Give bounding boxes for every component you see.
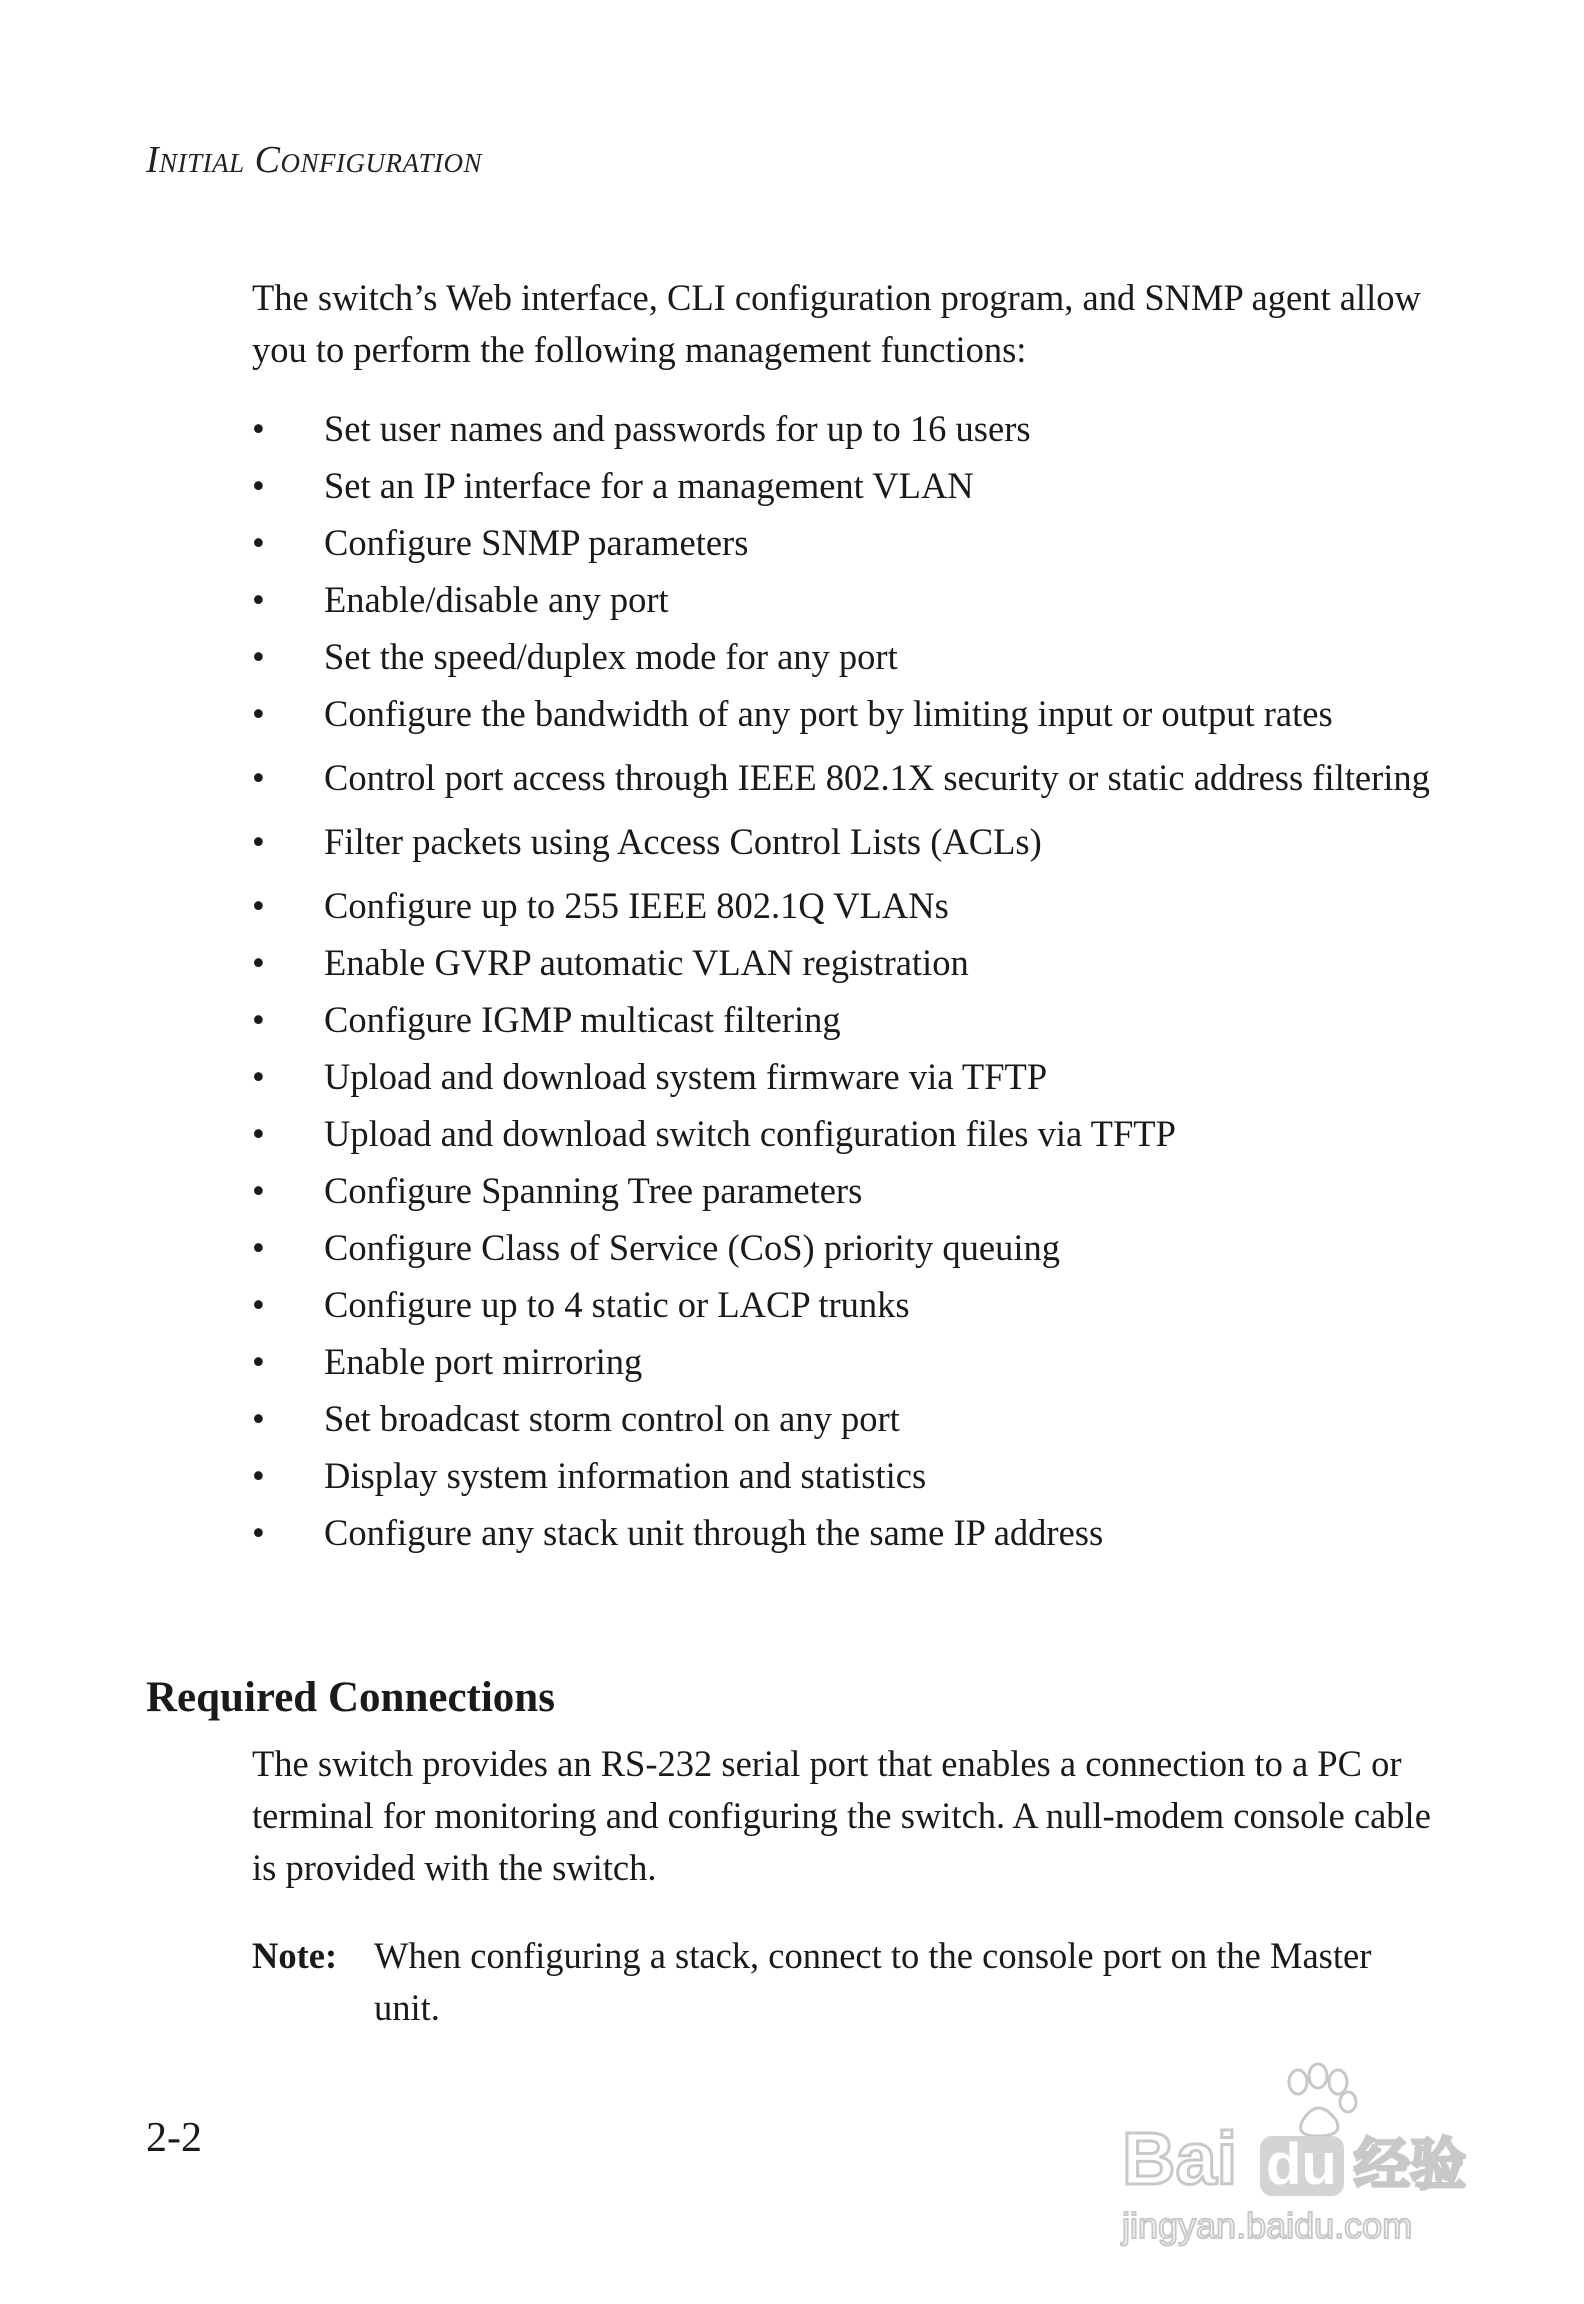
list-item	[252, 885, 1452, 926]
note-text: When configuring a stack, connect to the console port on the Master unit.	[374, 1935, 1372, 2028]
bullet-icon: •	[252, 1170, 265, 1211]
list-item-text: Enable GVRP automatic VLAN registration	[324, 942, 969, 983]
list-item-text: Control port access through IEEE 802.1X security or static address filtering	[324, 757, 1430, 798]
watermark-brand-suffix: du	[1266, 2132, 1337, 2197]
list-item-text: Set the speed/duplex mode for any port	[324, 636, 898, 677]
list-item-text: Configure up to 255 IEEE 802.1Q VLANs	[324, 885, 949, 926]
running-header: Initial Configuration	[146, 139, 483, 181]
bullet-icon: •	[252, 522, 265, 563]
list-item	[252, 579, 1452, 620]
list-item	[252, 408, 1452, 449]
note-label: Note:	[252, 1935, 338, 1976]
watermark-site: jingyan.baidu.com	[1122, 2205, 1413, 2246]
list-item	[252, 1170, 1452, 1211]
list-item-text: Upload and download system firmware via TFTP	[324, 1056, 1048, 1097]
bullet-icon: •	[252, 693, 265, 734]
list-item	[252, 636, 1452, 677]
bullet-icon: •	[252, 1512, 265, 1553]
list-item-text: Configure Class of Service (CoS) priority queuing	[324, 1227, 1060, 1268]
bullet-icon: •	[252, 1284, 265, 1325]
list-item	[252, 821, 1452, 862]
list-item-text: Display system information and statistics	[324, 1455, 927, 1496]
list-item	[252, 522, 1452, 563]
management-functions-list	[252, 408, 1452, 1573]
list-item	[252, 1056, 1452, 1097]
list-item	[252, 757, 1452, 798]
list-item-text: Enable port mirroring	[324, 1341, 643, 1382]
list-item-text: Configure up to 4 static or LACP trunks	[324, 1284, 910, 1325]
bullet-icon: •	[252, 1113, 265, 1154]
list-item	[252, 1398, 1452, 1439]
list-item-text: Enable/disable any port	[324, 579, 669, 620]
bullet-icon: •	[252, 942, 265, 983]
list-item-text: Filter packets using Access Control Lists (ACLs)	[324, 821, 1042, 862]
note-block	[252, 1930, 1432, 2034]
bullet-icon: •	[252, 1056, 265, 1097]
list-item-text: Upload and download switch configuration files via TFTP	[324, 1113, 1176, 1154]
list-item	[252, 1512, 1452, 1553]
list-item	[252, 1455, 1452, 1496]
bullet-icon: •	[252, 408, 265, 449]
page-number: 2-2	[146, 2115, 202, 2161]
bullet-icon: •	[252, 757, 265, 798]
list-item-text: Set broadcast storm control on any port	[324, 1398, 900, 1439]
list-item-text: Set user names and passwords for up to 16 users	[324, 408, 1031, 449]
bullet-icon: •	[252, 465, 265, 506]
list-item	[252, 693, 1452, 734]
list-item-text: Configure SNMP parameters	[324, 522, 749, 563]
list-item-text: Configure any stack unit through the same IP address	[324, 1512, 1104, 1553]
bullet-icon: •	[252, 636, 265, 677]
section-heading: Required Connections	[146, 1674, 555, 1721]
list-item	[252, 942, 1452, 983]
list-item	[252, 1227, 1452, 1268]
baidu-watermark-logo	[1118, 2060, 1498, 2260]
list-item	[252, 1113, 1452, 1154]
paw-icon	[1289, 2064, 1356, 2136]
list-item-text: Configure the bandwidth of any port by limiting input or output rates	[324, 693, 1333, 734]
list-item	[252, 465, 1452, 506]
bullet-icon: •	[252, 1341, 265, 1382]
list-item	[252, 1284, 1452, 1325]
bullet-icon: •	[252, 821, 265, 862]
bullet-icon: •	[252, 579, 265, 620]
list-item-text: Configure IGMP multicast filtering	[324, 999, 841, 1040]
list-item-text: Configure Spanning Tree parameters	[324, 1170, 863, 1211]
list-item	[252, 1341, 1452, 1382]
bullet-icon: •	[252, 1455, 265, 1496]
bullet-icon: •	[252, 1227, 265, 1268]
bullet-icon: •	[252, 885, 265, 926]
bullet-icon: •	[252, 999, 265, 1040]
watermark-brand-cn: 经验	[1354, 2133, 1466, 2198]
list-item-text: Set an IP interface for a management VLAN	[324, 465, 974, 506]
watermark-brand: Bai	[1122, 2117, 1238, 2200]
list-item	[252, 999, 1452, 1040]
intro-paragraph: The switch’s Web interface, CLI configuration program, and SNMP agent allow you to perform the following management functions:	[252, 277, 1421, 370]
bullet-icon: •	[252, 1398, 265, 1439]
section-paragraph: The switch provides an RS-232 serial port that enables a connection to a PC or terminal for monitoring and configuring the switch. A null-modem console cable is provided with the switch.	[252, 1743, 1431, 1888]
